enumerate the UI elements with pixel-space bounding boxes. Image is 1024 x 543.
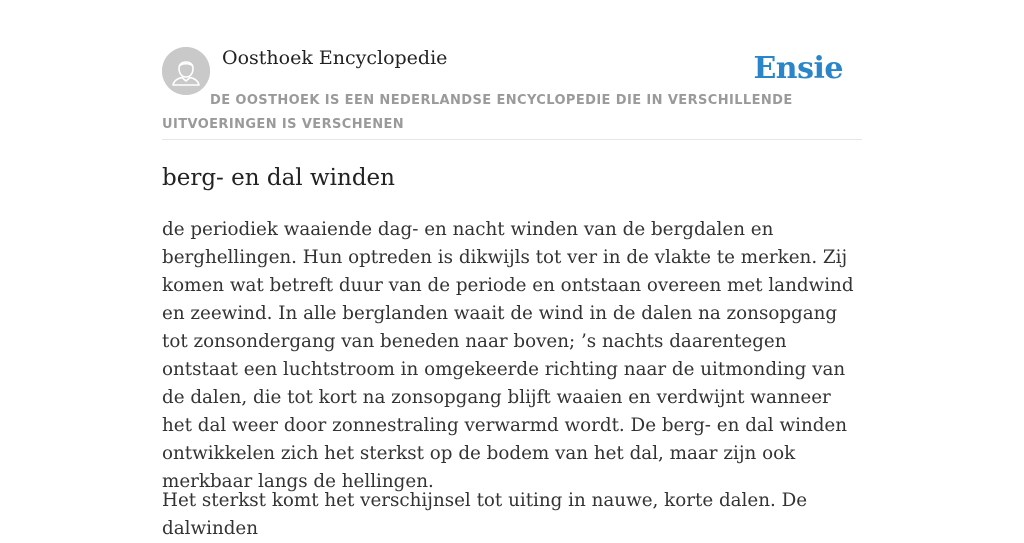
article-paragraph: Het sterkst komt het verschijnsel tot uiting in nauwe, korte dalen. De dalwinden bbox=[162, 490, 808, 539]
header bbox=[162, 0, 862, 140]
article-title: berg- en dal winden bbox=[162, 165, 395, 191]
article-paragraph: de periodiek waaiende dag- en nacht winden van de bergdalen en berghellingen. Hun optreden is dikwijls tot ver in de vlakte te merken. Zij komen wat betreft duur van de periode en ontstaan overeen met landwind en zeewind. In alle berglanden waait de wind in de dalen na zonsopgang tot zonsondergang van beneden naar boven; ’s nachts daarentegen ontstaat een luchtstroom in omgekeerde richting naar de uitmonding van de dalen, die tot kort na zonsopgang blijft waaien en verdwijnt wanneer het dal weer door zonnestraling verwarmd wordt. De berg- en dal winden ontwikkelen zich het sterkst op de bodem van het dal, maar zijn ook merkbaar langs de hellingen. bbox=[162, 219, 854, 492]
publisher-name[interactable]: Oosthoek Encyclopedie bbox=[222, 47, 448, 69]
content-column bbox=[162, 0, 862, 539]
publisher-tagline: DE OOSTHOEK IS EEN NEDERLANDSE ENCYCLOPEDIE DIE IN VERSCHILLENDE UITVOERINGEN IS VERSCHENEN bbox=[162, 93, 793, 132]
user-avatar-icon[interactable] bbox=[162, 47, 210, 95]
brand-logo[interactable]: Ensie bbox=[753, 51, 843, 86]
